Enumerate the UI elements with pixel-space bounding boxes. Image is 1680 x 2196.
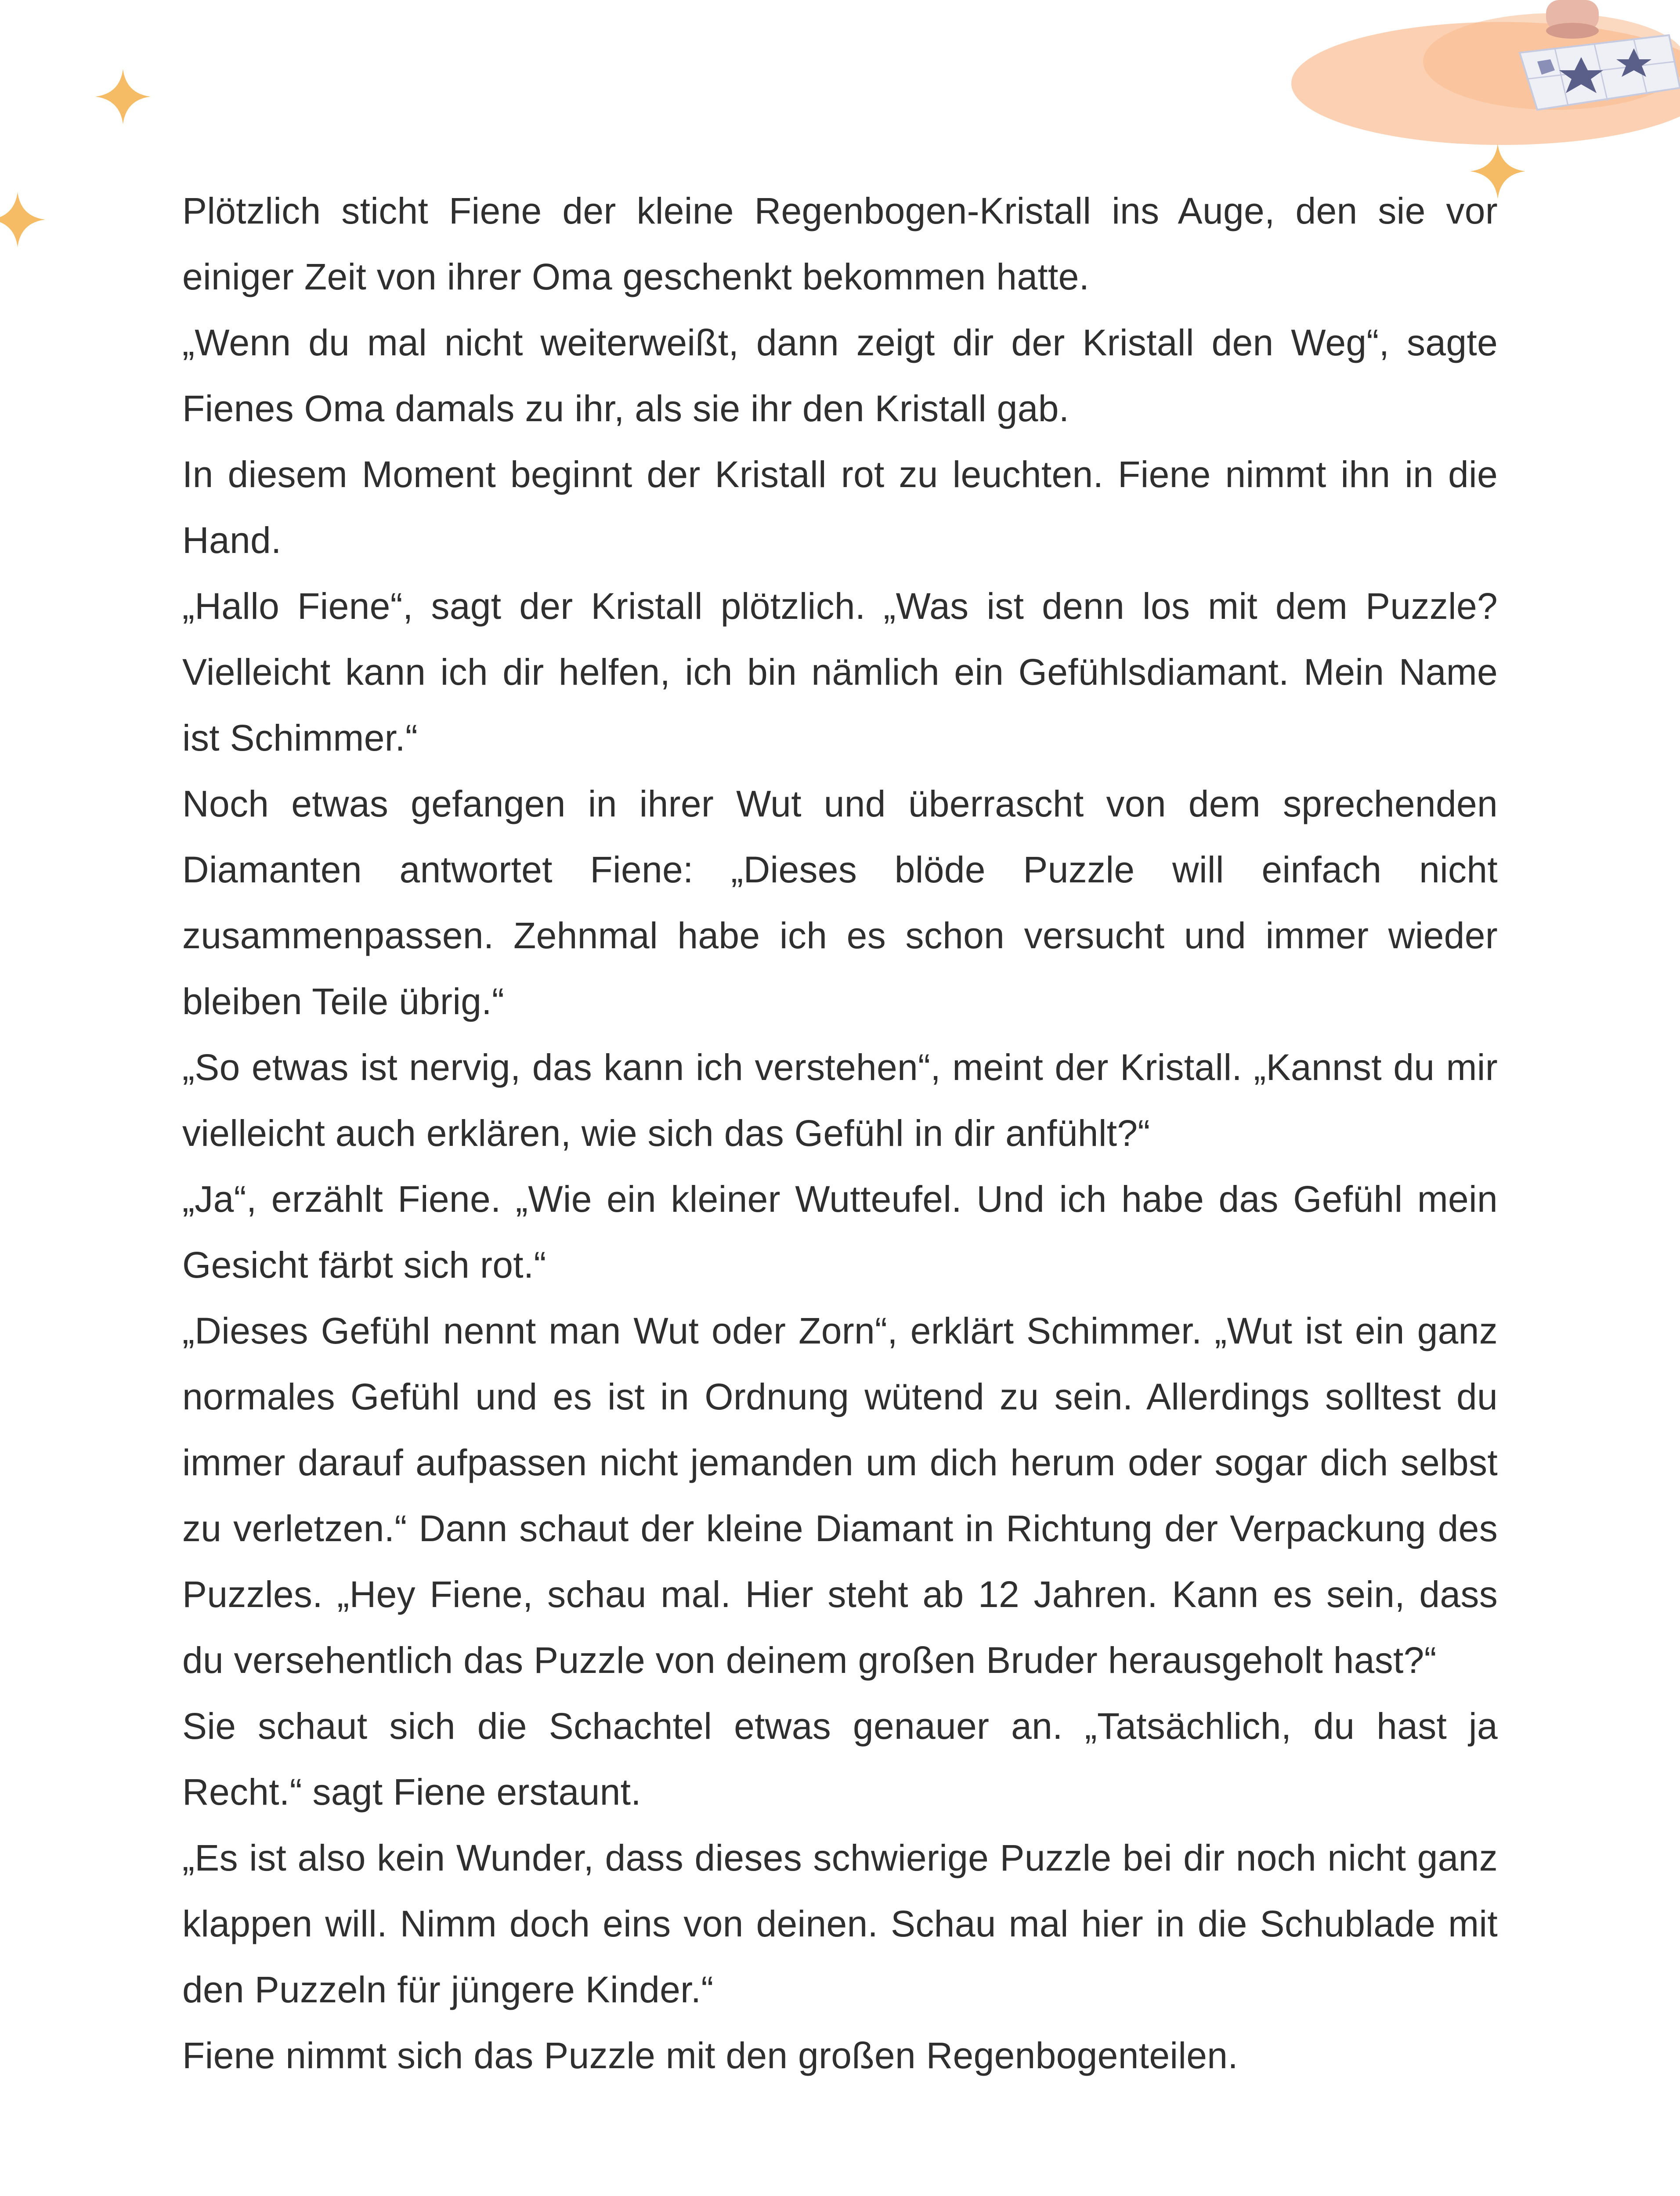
paragraph: Sie schaut sich die Schachtel etwas genauer an. „Tatsächlich, du hast ja Recht.“ sagt Fiene erstaunt. <box>182 1705 1498 1813</box>
cup-icon <box>1546 0 1599 39</box>
paragraph: Noch etwas gefangen in ihrer Wut und überrascht von dem sprechenden Diamanten antwortet Fiene: „Dieses blöde Puzzle will einfach nicht zusammenpassen. Zehnmal habe ich es schon versucht und immer wieder bleiben Teile übrig.“ <box>182 783 1498 1022</box>
paragraph: „Wenn du mal nicht weiterweißt, dann zeigt dir der Kristall den Weg“, sagte Fienes Oma damals zu ihr, als sie ihr den Kristall gab. <box>182 322 1498 429</box>
paragraph: Plötzlich sticht Fiene der kleine Regenbogen-Kristall ins Auge, den sie vor einiger Zeit von ihrer Oma geschenkt bekommen hatte. <box>182 190 1498 297</box>
paragraph: „Hallo Fiene“, sagt der Kristall plötzlich. „Was ist denn los mit dem Puzzle? Vielleicht kann ich dir helfen, ich bin nämlich ein Gefühlsdiamant. Mein Name ist Schimmer.“ <box>182 585 1498 758</box>
paragraph: „Dieses Gefühl nennt man Wut oder Zorn“, erklärt Schimmer. „Wut ist ein ganz normales Gefühl und es ist in Ordnung wütend zu sein. Allerdings solltest du immer darauf aufpassen nicht jemanden um dich herum oder sogar dich selbst zu verletzen.“ Dann schaut der kleine Diamant in Richtung der Verpackung des Puzzles. „Hey Fiene, schau mal. Hier steht ab 12 Jahren. Kann es sein, dass du versehentlich das Puzzle von deinem großen Bruder herausgeholt hast?“ <box>182 1310 1498 1681</box>
paragraph: Fiene nimmt sich das Puzzle mit den großen Regenbogenteilen. <box>182 2035 1238 2076</box>
story-text <box>182 178 1498 2088</box>
sparkle-star-icon <box>0 189 48 250</box>
paragraph: „Ja“, erzählt Fiene. „Wie ein kleiner Wutteufel. Und ich habe das Gefühl mein Gesicht färbt sich rot.“ <box>182 1178 1498 1286</box>
puzzle-illustration <box>1274 0 1680 158</box>
paragraph: „Es ist also kein Wunder, dass dieses schwierige Puzzle bei dir noch nicht ganz klappen will. Nimm doch eins von deinen. Schau mal hier in die Schublade mit den Puzzeln für jüngere Kinder.“ <box>182 1837 1498 2010</box>
paragraph: In diesem Moment beginnt der Kristall rot zu leuchten. Fiene nimmt ihn in die Hand. <box>182 454 1498 561</box>
paragraph: „So etwas ist nervig, das kann ich verstehen“, meint der Kristall. „Kannst du mir vielleicht auch erklären, wie sich das Gefühl in dir anfühlt?“ <box>182 1047 1498 1154</box>
sparkle-star-icon <box>92 66 154 127</box>
